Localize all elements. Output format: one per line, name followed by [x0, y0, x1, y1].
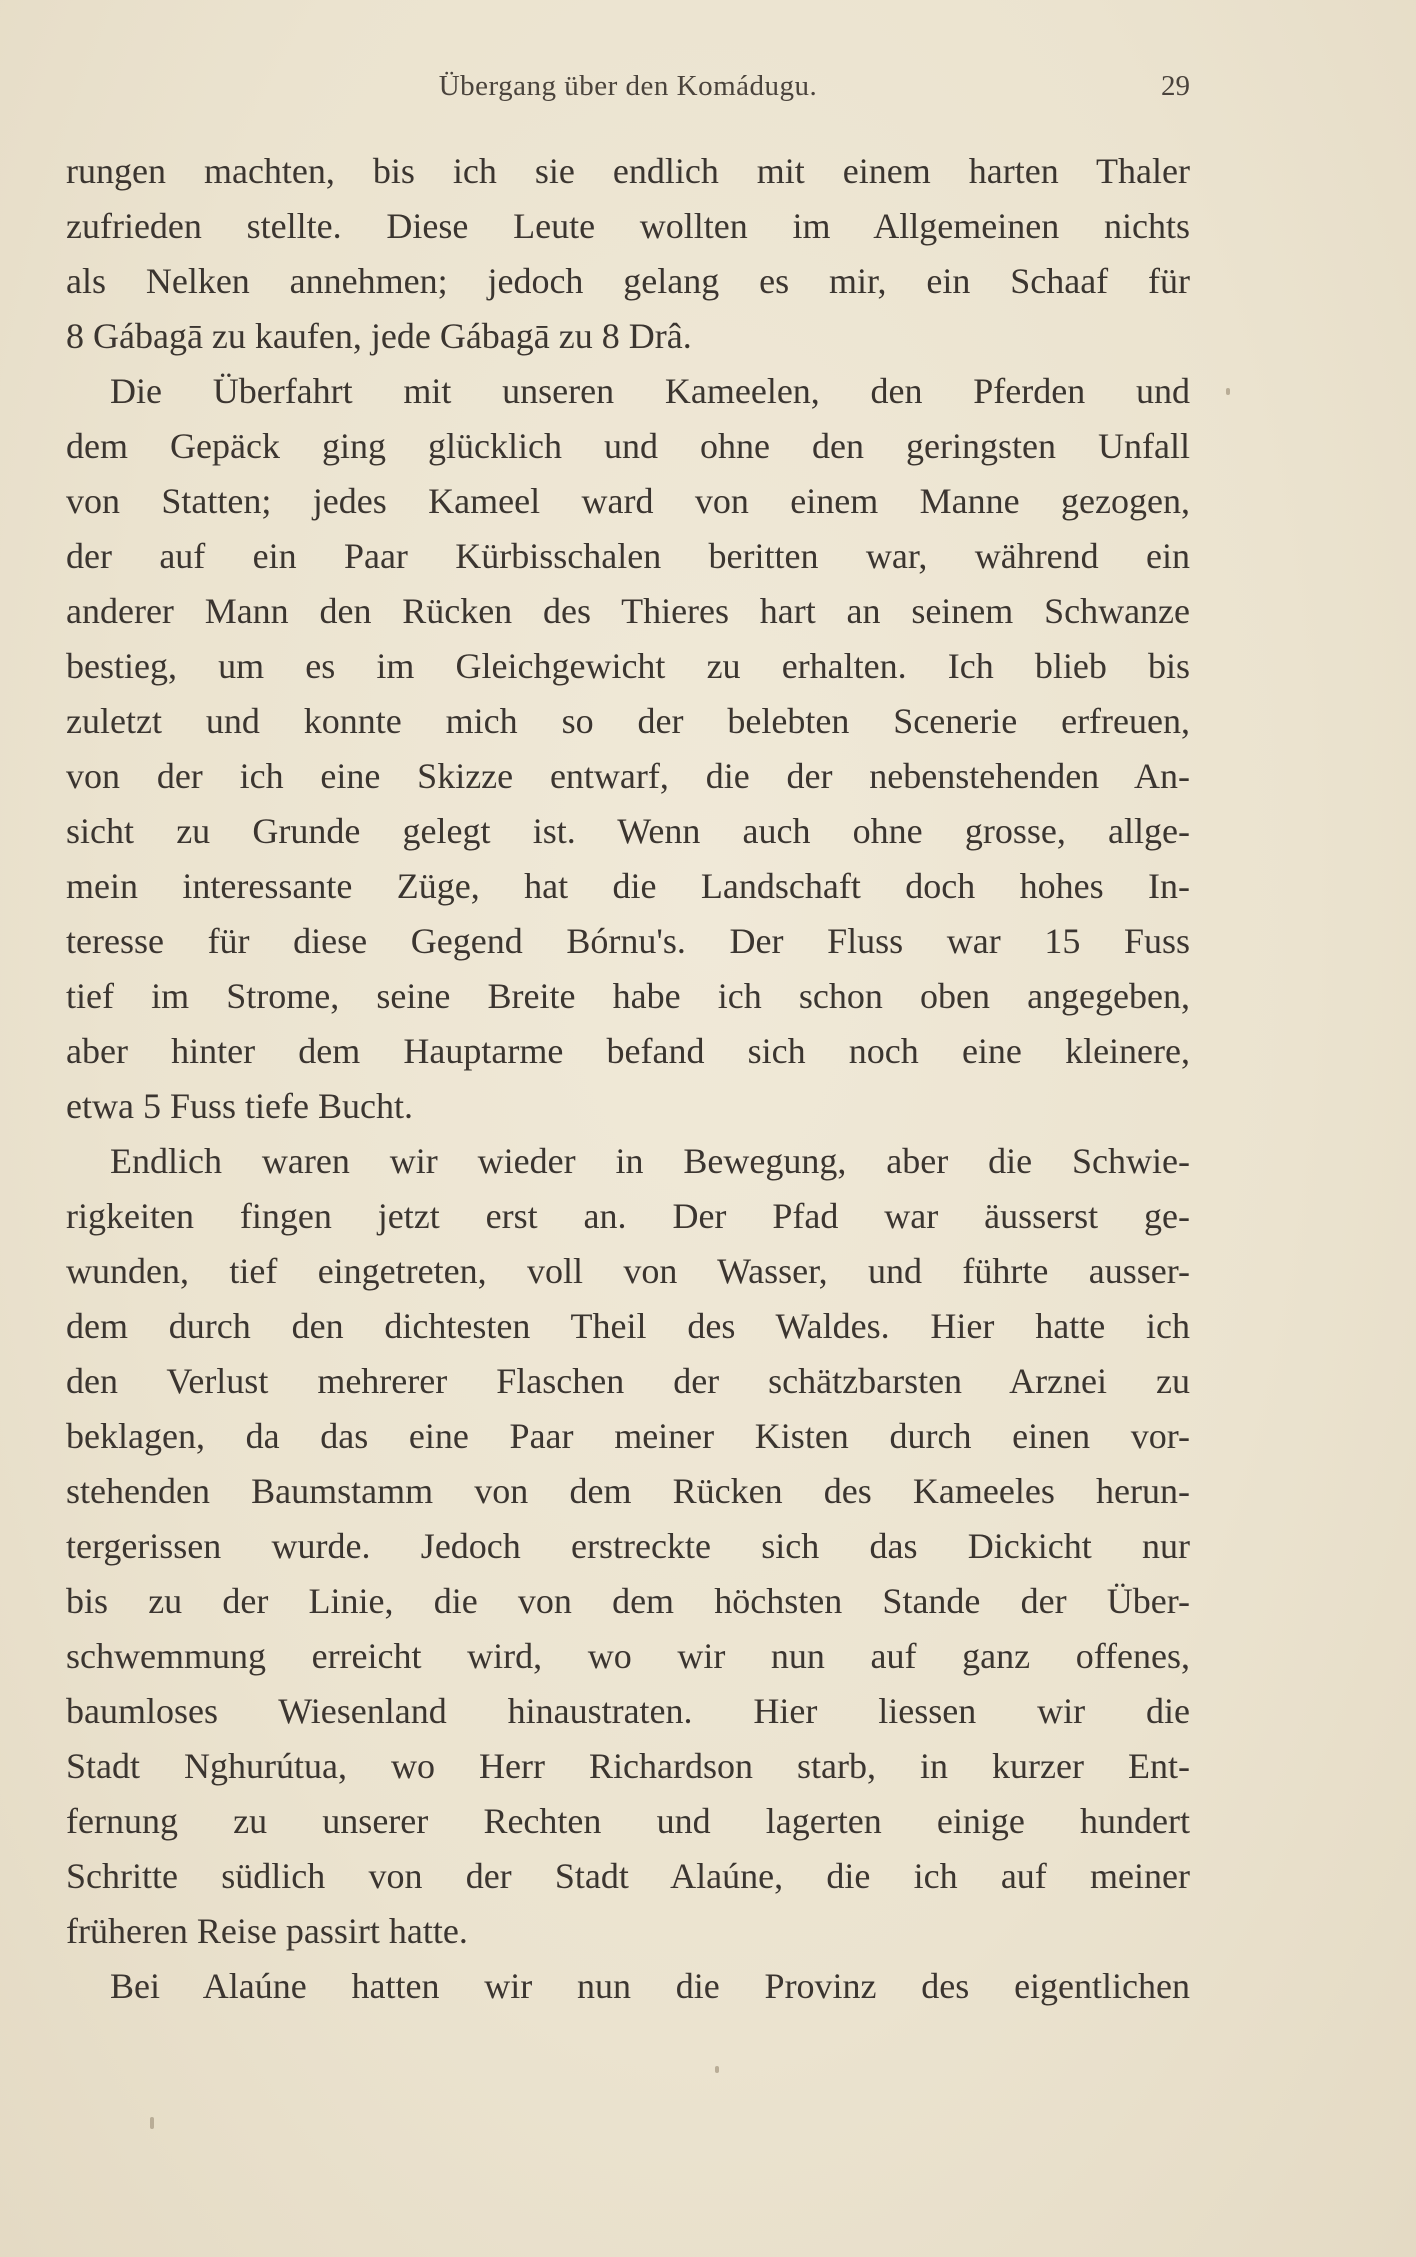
text-line: tief im Strome, seine Breite habe ich schon oben angegeben,	[66, 976, 1190, 1016]
text-line: Schritte südlich von der Stadt Alaúne, die ich auf meiner	[66, 1856, 1190, 1896]
text-line: schwemmung erreicht wird, wo wir nun auf ganz offenes,	[66, 1636, 1190, 1676]
text-line: tergerissen wurde. Jedoch erstreckte sich das Dickicht nur	[66, 1526, 1190, 1566]
running-title: Übergang über den Komádugu.	[438, 70, 818, 102]
text-line: Endlich waren wir wieder in Bewegung, aber die Schwie-	[110, 1141, 1190, 1181]
text-line: stehenden Baumstamm von dem Rücken des Kameeles herun-	[66, 1471, 1190, 1511]
text-line: bis zu der Linie, die von dem höchsten Stande der Über-	[66, 1581, 1190, 1621]
text-line: zuletzt und konnte mich so der belebten Scenerie erfreuen,	[66, 701, 1190, 741]
paper-speck	[715, 2066, 719, 2073]
text-line: als Nelken annehmen; jedoch gelang es mir, ein Schaaf für	[66, 261, 1190, 301]
text-line: sicht zu Grunde gelegt ist. Wenn auch ohne grosse, allge-	[66, 811, 1190, 851]
text-line: fernung zu unserer Rechten und lagerten einige hundert	[66, 1801, 1190, 1841]
text-line: wunden, tief eingetreten, voll von Wasser, und führte ausser-	[66, 1251, 1190, 1291]
text-line: den Verlust mehrerer Flaschen der schätzbarsten Arznei zu	[66, 1361, 1190, 1401]
text-line: aber hinter dem Hauptarme befand sich noch eine kleinere,	[66, 1031, 1190, 1071]
text-line: bestieg, um es im Gleichgewicht zu erhalten. Ich blieb bis	[66, 646, 1190, 686]
text-line: mein interessante Züge, hat die Landschaft doch hohes In-	[66, 866, 1190, 906]
text-line: Bei Alaúne hatten wir nun die Provinz des eigentlichen	[110, 1966, 1190, 2006]
text-line: rungen machten, bis ich sie endlich mit einem harten Thaler	[66, 151, 1190, 191]
text-line: rigkeiten fingen jetzt erst an. Der Pfad war äusserst ge-	[66, 1196, 1190, 1236]
paper-speck	[1226, 388, 1230, 395]
text-line: dem durch den dichtesten Theil des Waldes. Hier hatte ich	[66, 1306, 1190, 1346]
text-line: beklagen, da das eine Paar meiner Kisten durch einen vor-	[66, 1416, 1190, 1456]
text-line: zufrieden stellte. Diese Leute wollten im Allgemeinen nichts	[66, 206, 1190, 246]
text-line: von Statten; jedes Kameel ward von einem Manne gezogen,	[66, 481, 1190, 521]
text-line: Die Überfahrt mit unseren Kameelen, den Pferden und	[110, 371, 1190, 411]
text-line: baumloses Wiesenland hinaustraten. Hier liessen wir die	[66, 1691, 1190, 1731]
text-line: etwa 5 Fuss tiefe Bucht.	[66, 1086, 413, 1126]
paper-speck	[150, 2117, 154, 2129]
text-line: von der ich eine Skizze entwarf, die der nebenstehenden An-	[66, 756, 1190, 796]
text-line: Stadt Nghurútua, wo Herr Richardson starb, in kurzer Ent-	[66, 1746, 1190, 1786]
text-line: früheren Reise passirt hatte.	[66, 1911, 468, 1951]
text-line: 8 Gábagā zu kaufen, jede Gábagā zu 8 Drâ.	[66, 316, 692, 356]
text-line: anderer Mann den Rücken des Thieres hart an seinem Schwanze	[66, 591, 1190, 631]
running-head	[66, 70, 1190, 114]
text-line: teresse für diese Gegend Bórnu's. Der Fluss war 15 Fuss	[66, 921, 1190, 961]
page-number: 29	[1161, 70, 1190, 102]
text-line: dem Gepäck ging glücklich und ohne den geringsten Unfall	[66, 426, 1190, 466]
body-text	[66, 144, 1190, 2014]
text-line: der auf ein Paar Kürbisschalen beritten war, während ein	[66, 536, 1190, 576]
